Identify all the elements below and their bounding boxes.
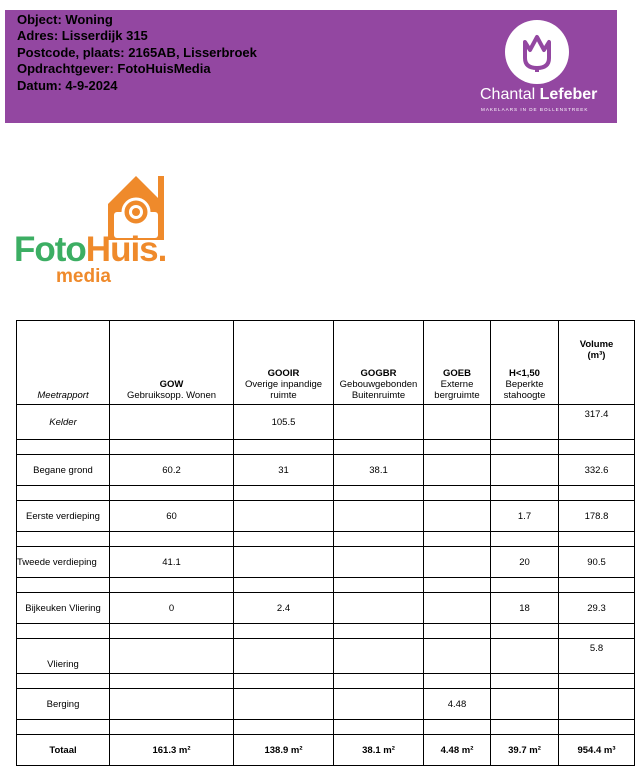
cell-h150: 1.7 [491,501,559,532]
cell-gogbr: 38.1 [334,455,424,486]
row-label: Berging [17,689,110,720]
cell-h150: 20 [491,547,559,578]
table-row [17,689,635,720]
tulip-logo-icon [505,20,569,84]
date-line: Datum: 4-9-2024 [17,77,118,93]
cell-gooir [234,547,334,578]
col-header-goeb: GOEB Externe bergruimte [424,321,491,405]
spacer-row [17,578,635,593]
client-line: Opdrachtgever: FotoHuisMedia [17,61,211,77]
total-goeb: 4.48 m² [424,735,491,766]
cell-h150: 18 [491,593,559,624]
total-row [17,735,635,766]
col-header-gooir: GOOIR Overige inpandige ruimte [234,321,334,405]
col-header-gogbr: GOGBR Gebouwgebonden Buitenruimte [334,321,424,405]
cell-goeb [424,405,491,440]
table-row [17,639,635,674]
table-row [17,501,635,532]
table-header-row [17,321,635,405]
cell-goeb [424,547,491,578]
cell-gow: 41.1 [110,547,234,578]
col-header-h150: H<1,50 Beperkte stahoogte [491,321,559,405]
cell-volume: 317.4 [559,405,635,440]
spacer-row [17,674,635,689]
table-row [17,547,635,578]
row-label: Tweede verdieping [17,547,110,578]
fotohuis-media-text: media [56,266,111,287]
cell-volume: 5.8 [559,639,635,674]
total-volume: 954.4 m³ [559,735,635,766]
corner-label: Meetrapport [17,321,110,405]
cell-volume: 332.6 [559,455,635,486]
cell-volume: 178.8 [559,501,635,532]
cell-gogbr [334,405,424,440]
row-label: Vliering [17,639,110,674]
cell-goeb: 4.48 [424,689,491,720]
cell-gooir: 105.5 [234,405,334,440]
cell-gogbr [334,547,424,578]
row-label: Eerste verdieping [17,501,110,532]
spacer-row [17,486,635,501]
total-label: Totaal [17,735,110,766]
total-h150: 39.7 m² [491,735,559,766]
cell-gow: 0 [110,593,234,624]
total-gow: 161.3 m² [110,735,234,766]
row-label: Begane grond [17,455,110,486]
header-info [17,12,257,94]
cell-volume: 29.3 [559,593,635,624]
cell-h150 [491,455,559,486]
cell-h150 [491,639,559,674]
brand-tagline: MAKELAARS IN DE BOLLENSTREEK [481,107,589,112]
cell-h150 [491,405,559,440]
cell-gow: 60 [110,501,234,532]
cell-goeb [424,455,491,486]
total-gogbr: 38.1 m² [334,735,424,766]
cell-gooir: 31 [234,455,334,486]
cell-gooir [234,639,334,674]
total-gooir: 138.9 m² [234,735,334,766]
postcode-line: Postcode, plaats: 2165AB, Lisserbroek [17,44,257,60]
fotohuis-wordmark: FotoHuis. [14,230,167,269]
table-row [17,593,635,624]
fotohuis-logo [14,174,167,292]
cell-gow: 60.2 [110,455,234,486]
cell-gow [110,639,234,674]
measurement-table [16,320,635,766]
spacer-row [17,720,635,735]
cell-gow [110,689,234,720]
address-line: Adres: Lisserdijk 315 [17,28,148,44]
brand-name: Chantal Lefeber [480,86,598,103]
cell-gow [110,405,234,440]
row-label: Kelder [17,405,110,440]
cell-gogbr [334,689,424,720]
cell-goeb [424,639,491,674]
col-header-volume: Volume (m³) [559,321,635,405]
cell-gogbr [334,593,424,624]
table-row [17,405,635,440]
cell-gooir [234,689,334,720]
object-line: Object: Woning [17,12,113,27]
cell-volume: 90.5 [559,547,635,578]
col-header-gow: GOW Gebruiksopp. Wonen [110,321,234,405]
cell-gooir [234,501,334,532]
row-label: Bijkeuken Vliering [17,593,110,624]
spacer-row [17,440,635,455]
spacer-row [17,532,635,547]
cell-volume [559,689,635,720]
cell-gooir: 2.4 [234,593,334,624]
cell-goeb [424,593,491,624]
spacer-row [17,624,635,639]
cell-goeb [424,501,491,532]
cell-gogbr [334,639,424,674]
table-row [17,455,635,486]
cell-gogbr [334,501,424,532]
cell-h150 [491,689,559,720]
